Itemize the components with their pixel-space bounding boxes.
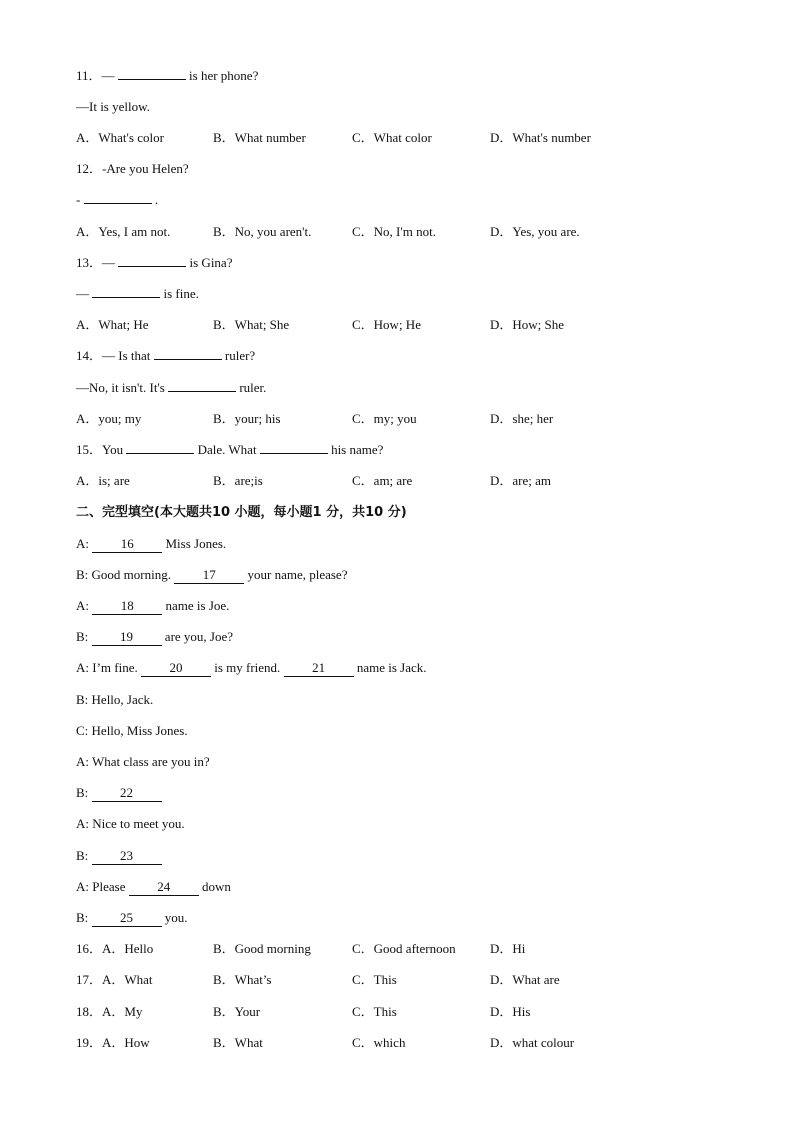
q14-option-d: D．she; her <box>490 411 554 426</box>
q13-option-d: D．How; She <box>490 317 565 332</box>
q14-blank-2 <box>168 378 236 392</box>
question-12-answer <box>76 190 158 210</box>
q15-option-a: A．is; are <box>76 473 130 488</box>
q12-answer-prefix: - <box>76 192 81 207</box>
q11-blank <box>118 66 186 80</box>
blank-22: 22 <box>92 785 162 802</box>
dialogue-line-1 <box>76 534 226 554</box>
question-14-answer <box>76 378 266 398</box>
question-11-answer: —It is yellow. <box>76 99 150 114</box>
dialogue-text: are you, Joe? <box>164 629 234 644</box>
question-15-stem <box>76 440 383 460</box>
q12-option-a: A．Yes, I am not. <box>76 224 171 239</box>
dialogue-text: you. <box>164 910 188 925</box>
q14-option-a: A．you; my <box>76 411 142 426</box>
q11-option-b: B．What number <box>213 130 306 145</box>
q13-answer-suffix: is fine. <box>163 286 199 301</box>
dialogue-speaker: A: I’m fine. <box>76 660 138 675</box>
q18-option-c: C．This <box>352 1004 397 1019</box>
dialogue-text: name is Joe. <box>165 598 230 613</box>
blank-18: 18 <box>92 598 162 615</box>
question-13-answer <box>76 284 199 304</box>
q12-option-b: B．No, you aren't. <box>213 224 312 239</box>
dialogue-line-2 <box>76 565 347 585</box>
dialogue-speaker: B: <box>76 848 89 863</box>
q18-option-b: B．Your <box>213 1004 261 1019</box>
blank-24: 24 <box>129 879 199 896</box>
question-13-stem <box>76 253 232 273</box>
q15-option-b: B．are;is <box>213 473 263 488</box>
q19-option-c: C．which <box>352 1035 406 1050</box>
blank-16: 16 <box>92 536 162 553</box>
q14-option-b: B．your; his <box>213 411 281 426</box>
dialogue-text: down <box>201 879 231 894</box>
dialogue-line-12 <box>76 877 231 897</box>
blank-21: 21 <box>284 660 354 677</box>
q12-blank <box>84 190 152 204</box>
q15-blank-2 <box>260 440 328 454</box>
dialogue-speaker: B: <box>76 910 89 925</box>
q11-option-c: C．What color <box>352 130 432 145</box>
q17-option-c: C．This <box>352 972 397 987</box>
dialogue-text: name is Jack. <box>356 660 427 675</box>
blank-19: 19 <box>92 629 162 646</box>
q17-option-b: B．What’s <box>213 972 272 987</box>
q15-prefix: 15．You <box>76 442 124 457</box>
question-11-stem <box>76 66 258 86</box>
q13-prefix: 13．— <box>76 255 116 270</box>
question-18-options <box>76 1002 636 1022</box>
blank-23: 23 <box>92 848 162 865</box>
q18-option-d: D．His <box>490 1004 531 1019</box>
question-12-stem: 12．-Are you Helen? <box>76 161 189 176</box>
q16-option-a: 16．A．Hello <box>76 941 154 956</box>
dialogue-line-7: C: Hello, Miss Jones. <box>76 723 188 738</box>
q15-middle: Dale. What <box>197 442 257 457</box>
dialogue-line-4 <box>76 627 233 647</box>
question-13-options <box>76 315 636 335</box>
dialogue-speaker: A: Please <box>76 879 126 894</box>
section-2-heading: 二、完型填空(本大题共10 小题，每小题1 分，共10 分) <box>76 505 407 520</box>
q11-option-d: D．What's number <box>490 130 591 145</box>
question-14-stem <box>76 346 255 366</box>
dialogue-speaker: B: Good morning. <box>76 567 171 582</box>
question-15-options <box>76 471 636 491</box>
q16-option-c: C．Good afternoon <box>352 941 456 956</box>
dialogue-line-13 <box>76 908 188 928</box>
dialogue-text: your name, please? <box>247 567 348 582</box>
q19-option-b: B．What <box>213 1035 263 1050</box>
blank-25: 25 <box>92 910 162 927</box>
q11-prefix: 11．— <box>76 68 115 83</box>
q14-prefix: 14．— Is that <box>76 348 151 363</box>
q12-option-c: C．No, I'm not. <box>352 224 436 239</box>
blank-17: 17 <box>174 567 244 584</box>
dialogue-line-5 <box>76 658 426 678</box>
dialogue-line-9 <box>76 783 162 803</box>
q15-suffix: his name? <box>331 442 384 457</box>
q19-option-d: D．what colour <box>490 1035 575 1050</box>
dialogue-line-3 <box>76 596 229 616</box>
q15-option-d: D．are; am <box>490 473 552 488</box>
q16-option-b: B．Good morning <box>213 941 311 956</box>
q12-option-d: D．Yes, you are. <box>490 224 580 239</box>
q17-option-d: D．What are <box>490 972 560 987</box>
q15-option-c: C．am; are <box>352 473 413 488</box>
dialogue-line-10: A: Nice to meet you. <box>76 816 185 831</box>
question-19-options <box>76 1033 636 1053</box>
blank-20: 20 <box>141 660 211 677</box>
q17-option-a: 17．A．What <box>76 972 153 987</box>
dialogue-speaker: B: <box>76 785 89 800</box>
question-17-options <box>76 970 636 990</box>
question-11-options <box>76 128 636 148</box>
q15-blank-1 <box>126 440 194 454</box>
q19-option-a: 19．A．How <box>76 1035 150 1050</box>
question-14-options <box>76 409 636 429</box>
q11-option-a: A．What's color <box>76 130 164 145</box>
dialogue-speaker: A: <box>76 536 89 551</box>
q16-option-d: D．Hi <box>490 941 526 956</box>
dialogue-speaker: A: <box>76 598 89 613</box>
dialogue-line-11 <box>76 846 162 866</box>
question-16-options <box>76 939 636 959</box>
q13-blank-2 <box>92 284 160 298</box>
q13-option-b: B．What; She <box>213 317 290 332</box>
q14-answer-suffix: ruler. <box>239 380 267 395</box>
dialogue-line-8: A: What class are you in? <box>76 754 210 769</box>
dialogue-line-6: B: Hello, Jack. <box>76 692 154 707</box>
q18-option-a: 18．A．My <box>76 1004 143 1019</box>
q13-option-c: C．How; He <box>352 317 421 332</box>
q11-suffix: is her phone? <box>189 68 259 83</box>
q14-option-c: C．my; you <box>352 411 417 426</box>
dialogue-speaker: B: <box>76 629 89 644</box>
q13-option-a: A．What; He <box>76 317 149 332</box>
dialogue-text: is my friend. <box>214 660 281 675</box>
q13-blank-1 <box>118 253 186 267</box>
dialogue-text: Miss Jones. <box>165 536 227 551</box>
q14-suffix: ruler? <box>224 348 256 363</box>
q13-answer-prefix: — <box>76 286 89 301</box>
q13-suffix: is Gina? <box>189 255 233 270</box>
q14-blank-1 <box>154 346 222 360</box>
q12-answer-suffix: . <box>154 192 159 207</box>
question-12-options <box>76 222 636 242</box>
q14-answer-prefix: —No, it isn't. It's <box>76 380 165 395</box>
